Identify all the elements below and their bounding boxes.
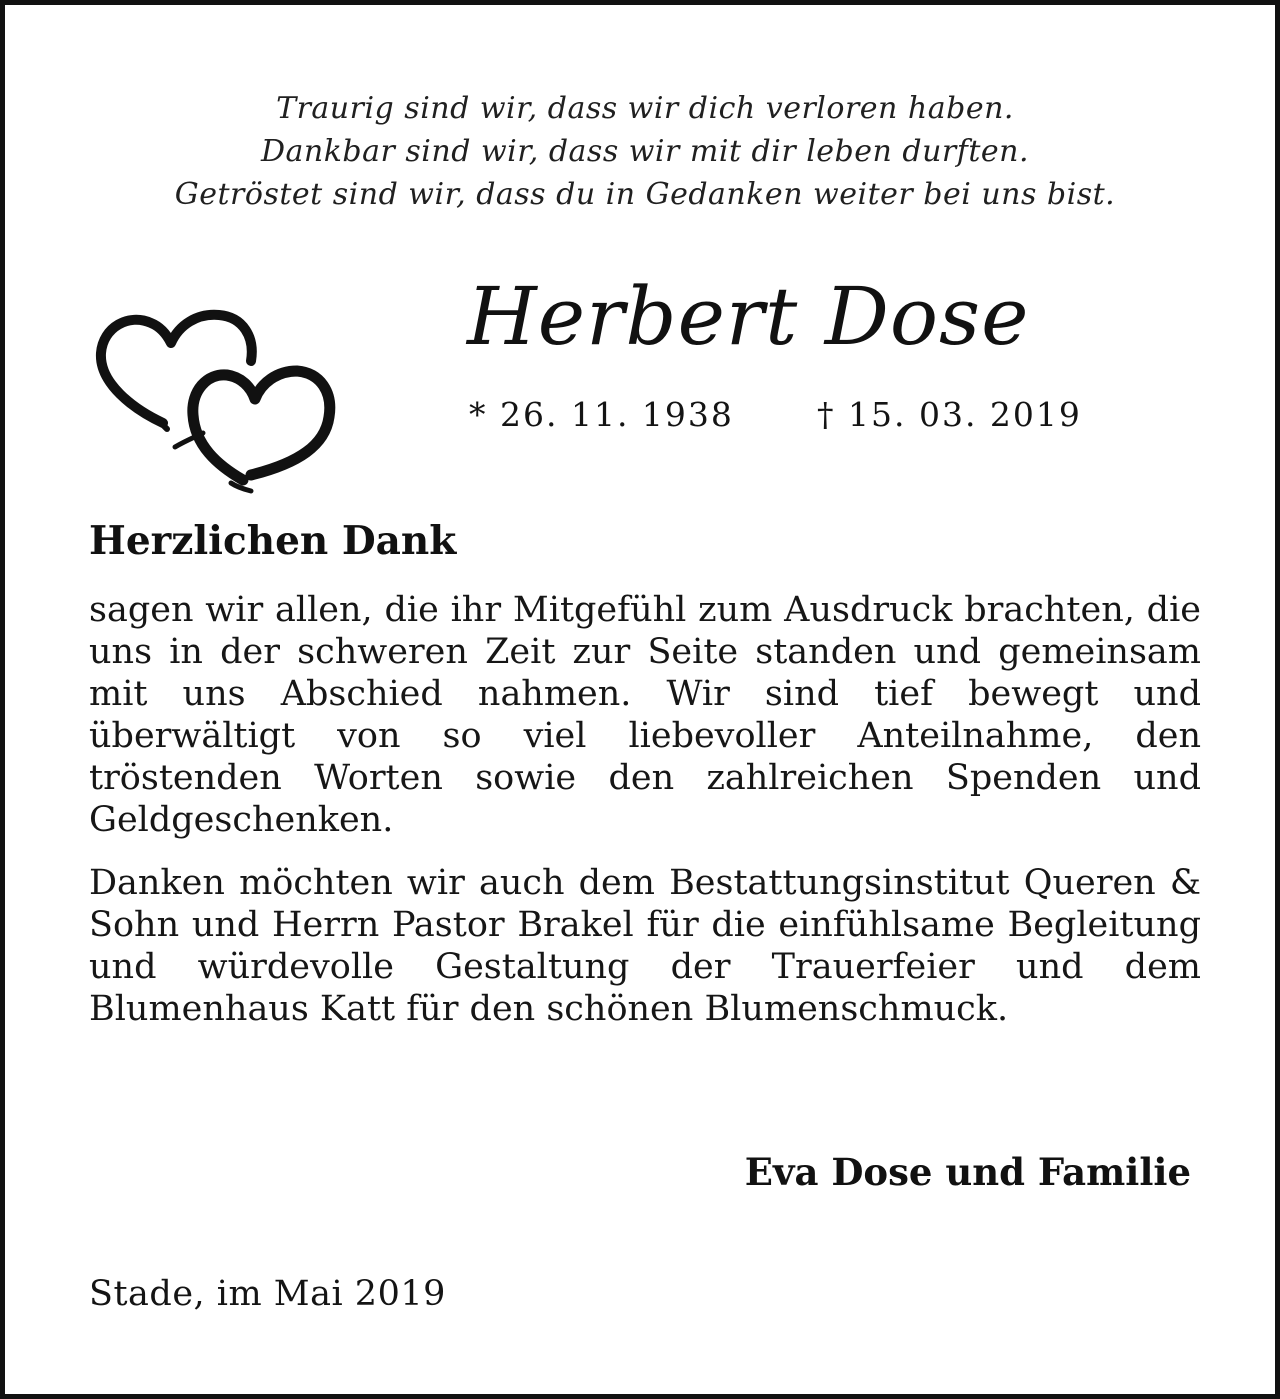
death-date: † 15. 03. 2019 [817,395,1082,434]
deceased-name: Herbert Dose [467,270,1030,363]
thanks-paragraph-1: sagen wir allen, die ihr Mitgefühl zum Ausdruck brachten, die uns in der schweren Zeit zur Seite standen und gemeinsam mit uns Abschied nahmen. Wir sind tief bewegt und überwältigt von so viel liebevoller Anteilnahme, den tröstenden Worten sowie den zahlreichen Spenden und Geldgeschenken. [89,590,1201,840]
signature: Eva Dose und Familie [744,1150,1191,1194]
quote-line-1: Traurig sind wir, dass wir dich verloren haben. [276,91,1014,126]
two-hearts-icon [93,305,343,495]
quote-line-3: Getröstet sind wir, dass du in Gedanken weiter bei uns bist. [174,177,1116,212]
quote-line-2: Dankbar sind wir, dass wir mit dir leben durften. [260,134,1030,169]
thanks-heading: Herzlichen Dank [89,518,457,564]
place-date: Stade, im Mai 2019 [89,1274,446,1314]
memorial-quote [5,87,1280,216]
thanks-paragraph-2: Danken möchten wir auch dem Bestattungsinstitut Queren & Sohn und Herrn Pastor Brakel für die einfühlsame Begleitung und würdevolle Gestaltung der Trauerfeier und dem Blumenhaus Katt für den schönen Blumenschmuck. [89,863,1201,1029]
birth-date: * 26. 11. 1938 [469,395,734,434]
